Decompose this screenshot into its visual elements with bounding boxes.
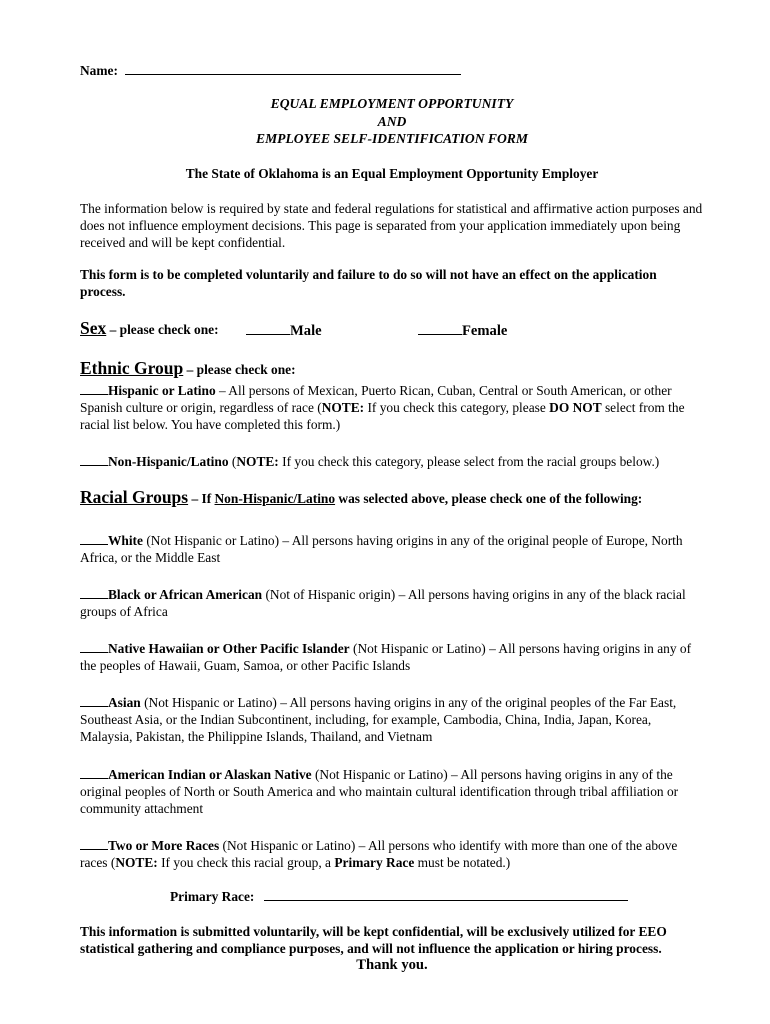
- hispanic-description: – All persons of Mexican, Puerto Rican, Cuban, Central or South American, or other Spanish culture or origin, regardless of race (: [80, 383, 672, 415]
- two-or-more-description: (Not Hispanic or Latino) – All persons who identify with more than one of the above races (: [80, 838, 678, 870]
- race-option-asian: [80, 694, 704, 745]
- title-line-1: EQUAL EMPLOYMENT OPPORTUNITY: [270, 96, 514, 111]
- female-label: Female: [462, 323, 508, 339]
- two-or-more-label: Two or More Races: [108, 838, 220, 853]
- intro-paragraph: The information below is required by state and federal regulations for statistical and affirmative action purposes and does not influence employment decisions. This page is separated from your application immediately upon being received and will be kept confidential.: [80, 201, 703, 250]
- american-indian-description: (Not Hispanic or Latino) – All persons having origins in any of the original peoples of North or South America and who maintain cultural identification through tribal affiliation or community attachment: [80, 767, 679, 816]
- non-hispanic-note-label: NOTE:: [236, 454, 279, 469]
- racial-heading-row: [80, 489, 704, 507]
- ethnic-heading: Ethnic Group: [80, 358, 184, 378]
- sex-instruction: – please check one:: [106, 322, 219, 337]
- female-option: [418, 322, 507, 340]
- title-line-3: EMPLOYEE SELF-IDENTIFICATION FORM: [256, 131, 528, 146]
- hispanic-note-end: select from the racial list below. You have completed this form.): [80, 400, 685, 432]
- name-row: [80, 62, 461, 79]
- black-checkbox[interactable]: [80, 586, 108, 599]
- asian-description: (Not Hispanic or Latino) – All persons having origins in any of the original peoples of the Far East, Southeast Asia, or the Indian Subcontinent, including, for example, Cambodia, China, India, Japan, Korea, Malaysia, Pakistan, the Philippine Islands, Thailand, and Vietnam: [80, 695, 677, 744]
- race-option-black: [80, 586, 704, 620]
- primary-race-bold: Primary Race: [334, 855, 415, 870]
- american-indian-checkbox[interactable]: [80, 766, 108, 779]
- non-hispanic-open: (: [228, 454, 237, 469]
- employer-statement: The State of Oklahoma is an Equal Employment Opportunity Employer: [185, 166, 599, 181]
- two-or-more-note-label: NOTE:: [115, 855, 158, 870]
- pacific-label: Native Hawaiian or Other Pacific Islander: [108, 641, 350, 656]
- male-checkbox[interactable]: [246, 322, 290, 335]
- pacific-checkbox[interactable]: [80, 640, 108, 653]
- primary-race-label: Primary Race:: [170, 889, 255, 904]
- closing-statement: This information is submitted voluntarily, will be kept confidential, will be exclusively utilized for EEO statistical gathering and compliance purposes, and will not influence the application or hiring process.: [80, 924, 667, 956]
- racial-instruction-link: Non-Hispanic/Latino: [214, 491, 336, 506]
- name-field[interactable]: [125, 62, 461, 75]
- thank-you: Thank you.: [356, 957, 428, 973]
- black-label: Black or African American: [108, 587, 263, 602]
- non-hispanic-checkbox[interactable]: [80, 453, 108, 466]
- race-option-pacific: [80, 640, 704, 674]
- hispanic-note: If you check this category, please: [364, 400, 550, 415]
- white-label: White: [108, 533, 143, 548]
- form-title: [80, 95, 704, 148]
- american-indian-label: American Indian or Alaskan Native: [108, 767, 312, 782]
- race-option-two-or-more: [80, 837, 704, 871]
- hispanic-note-label: NOTE:: [321, 400, 365, 415]
- hispanic-checkbox[interactable]: [80, 382, 108, 395]
- male-option: [246, 322, 322, 340]
- racial-instruction-post: was selected above, please check one of the following:: [335, 491, 643, 506]
- non-hispanic-label: Non-Hispanic/Latino: [108, 454, 229, 469]
- voluntary-statement: This form is to be completed voluntarily and failure to do so will not have an effect on the application process.: [80, 267, 657, 299]
- primary-race-field[interactable]: [264, 888, 628, 901]
- two-or-more-note: If you check this racial group, a: [157, 855, 335, 870]
- racial-heading: Racial Groups: [80, 487, 189, 507]
- ethnic-instruction: – please check one:: [183, 362, 296, 377]
- asian-checkbox[interactable]: [80, 694, 108, 707]
- white-checkbox[interactable]: [80, 532, 108, 545]
- two-or-more-checkbox[interactable]: [80, 837, 108, 850]
- do-not-text: DO NOT: [549, 400, 602, 415]
- asian-label: Asian: [108, 695, 141, 710]
- ethnic-heading-row: [80, 360, 704, 378]
- primary-race-row: [170, 888, 628, 905]
- sex-section: [80, 320, 704, 342]
- non-hispanic-note: If you check this category, please select from the racial groups below.): [278, 454, 660, 469]
- non-hispanic-option: [80, 453, 704, 470]
- male-label: Male: [290, 323, 322, 339]
- name-label: Name:: [80, 63, 118, 78]
- hispanic-label: Hispanic or Latino: [108, 383, 216, 398]
- title-line-2: AND: [377, 113, 407, 129]
- race-option-american-indian: [80, 766, 704, 817]
- white-description: (Not Hispanic or Latino) – All persons having origins in any of the original people of Europe, North Africa, or the Middle East: [80, 533, 683, 565]
- hispanic-option: [80, 382, 704, 433]
- pacific-description: (Not Hispanic or Latino) – All persons having origins in any of the peoples of Hawaii, Guam, Samoa, or other Pacific Islands: [80, 641, 692, 673]
- two-or-more-note-end: must be notated.): [414, 855, 511, 870]
- racial-instruction-pre: – If: [188, 491, 215, 506]
- race-option-white: [80, 532, 704, 566]
- female-checkbox[interactable]: [418, 322, 462, 335]
- black-description: (Not of Hispanic origin) – All persons having origins in any of the black racial groups of Africa: [80, 587, 686, 619]
- sex-heading: Sex: [80, 318, 107, 338]
